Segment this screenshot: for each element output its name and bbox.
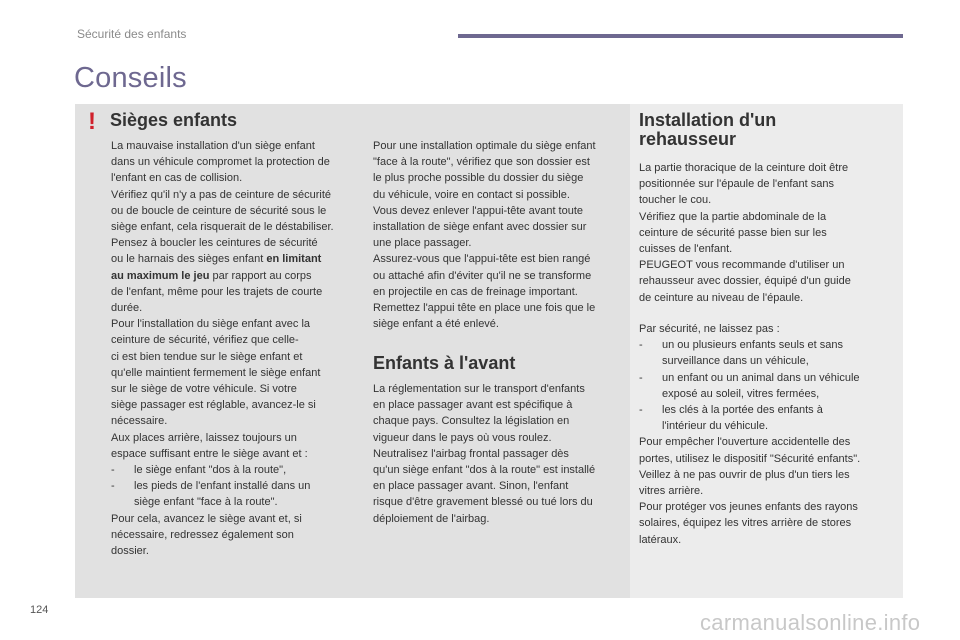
header-divider [458, 34, 903, 38]
col2-text-2: La réglementation sur le transport d'enfants en place passager avant est spécifique à chaque pays. Consultez la législation en vigueur dans le pays où vous roulez. Neutralisez l'airbag frontal passager dès qu'un siège enfant "dos à la route" est installé en place passager avant. Sinon, l'enfant risque d'être gravement blessé ou tué lors du déploiement de l'airbag. [373, 383, 596, 525]
watermark: carmanualsonline.info [700, 610, 921, 635]
section-label: Sécurité des enfants [77, 27, 187, 41]
list-item: - les pieds de l'enfant installé dans un [111, 480, 311, 493]
list-item: - un ou plusieurs enfants seuls et sans [639, 339, 844, 352]
col3-text: La partie thoracique de la ceinture doit être positionnée sur l'épaule de l'enfant sans toucher le cou. Vérifiez que la partie abdominale de la ceinture de sécurité passe bien sur les cuisses de l'enfant. PEUGEOT vous recommande d'utiliser un rehausseur avec dossier, équipé d'un guide de ceinture au niveau de l'épaule. [639, 162, 851, 304]
page-number: 124 [30, 604, 49, 616]
col1-text: La mauvaise installation d'un siège enfant dans un véhicule compromet la protection de l'enfant en cas de collision. Vérifiez qu'il n'y a pas de ceinture de sécurité ou de boucle de ceinture de sécurité sous le siège enfant, cela risquerait de le déstabiliser. Pensez à boucler les ceintures de sécurité ou le harnais des sièges enfant en limitant au maximum le jeu par rapport au corps de l'enfant, même pour les trajets de courte durée. Pour l'installation du siège enfant avec la ceinture de sécurité, vérifiez que celle- ci est bien tendue sur le siège enfant et qu'elle maintient fermement le siège enfant sur le siège de votre véhicule. Si votre siège passager est réglable, avancez-le si nécessaire. Aux places arrière, laissez toujours un espace suffisant entre le siège avant et : - le siège enfant "dos à la route", - les pieds de l'enfant installé dans un siège enfant "face à la route". Pour cela, avancez le siège avant et, si nécessaire, redressez également son dossier. [111, 138, 366, 559]
list-item: - le siège enfant "dos à la route", [111, 464, 287, 477]
heading-enfants-avant: Enfants à l'avant [373, 353, 516, 373]
heading-rehausseur: Installation d'un rehausseur [639, 110, 777, 149]
col3-text-2: Par sécurité, ne laissez pas : - un ou plusieurs enfants seuls et sans surveillance dans un véhicule, - un enfant ou un animal dans un véhicule exposé au soleil, vitres fermées, - les clés à la portée des enfants à l'intérieur du véhicule. Pour empêcher l'ouverture accidentelle des portes, utilisez le dispositif "Sécurité enfants". Veillez à ne pas ouvrir de plus d'un tiers les vitres arrière. Pour protéger vos jeunes enfants des rayons solaires, équipez les vitres arrière de stores latéraux. [639, 321, 901, 548]
list-item: - les clés à la portée des enfants à [639, 404, 823, 417]
warning-icon: ! [88, 108, 96, 135]
page-title: Conseils [74, 62, 187, 94]
col2-text: Pour une installation optimale du siège enfant "face à la route", vérifiez que son dossier est le plus proche possible du dossier du siège du véhicule, voire en contact si possible. Vous devez enlever l'appui-tête avant toute installation de siège enfant avec dossier sur une place passager. Assurez-vous que l'appui-tête est bien rangé ou attaché afin d'éviter qu'il ne se transforme en projectile en cas de freinage important. Remettez l'appui tête en place une fois que le siège enfant a été enlevé. [373, 140, 596, 331]
heading-sieges-enfants: Sièges enfants [110, 110, 238, 130]
list-item: - un enfant ou un animal dans un véhicule [639, 371, 860, 384]
